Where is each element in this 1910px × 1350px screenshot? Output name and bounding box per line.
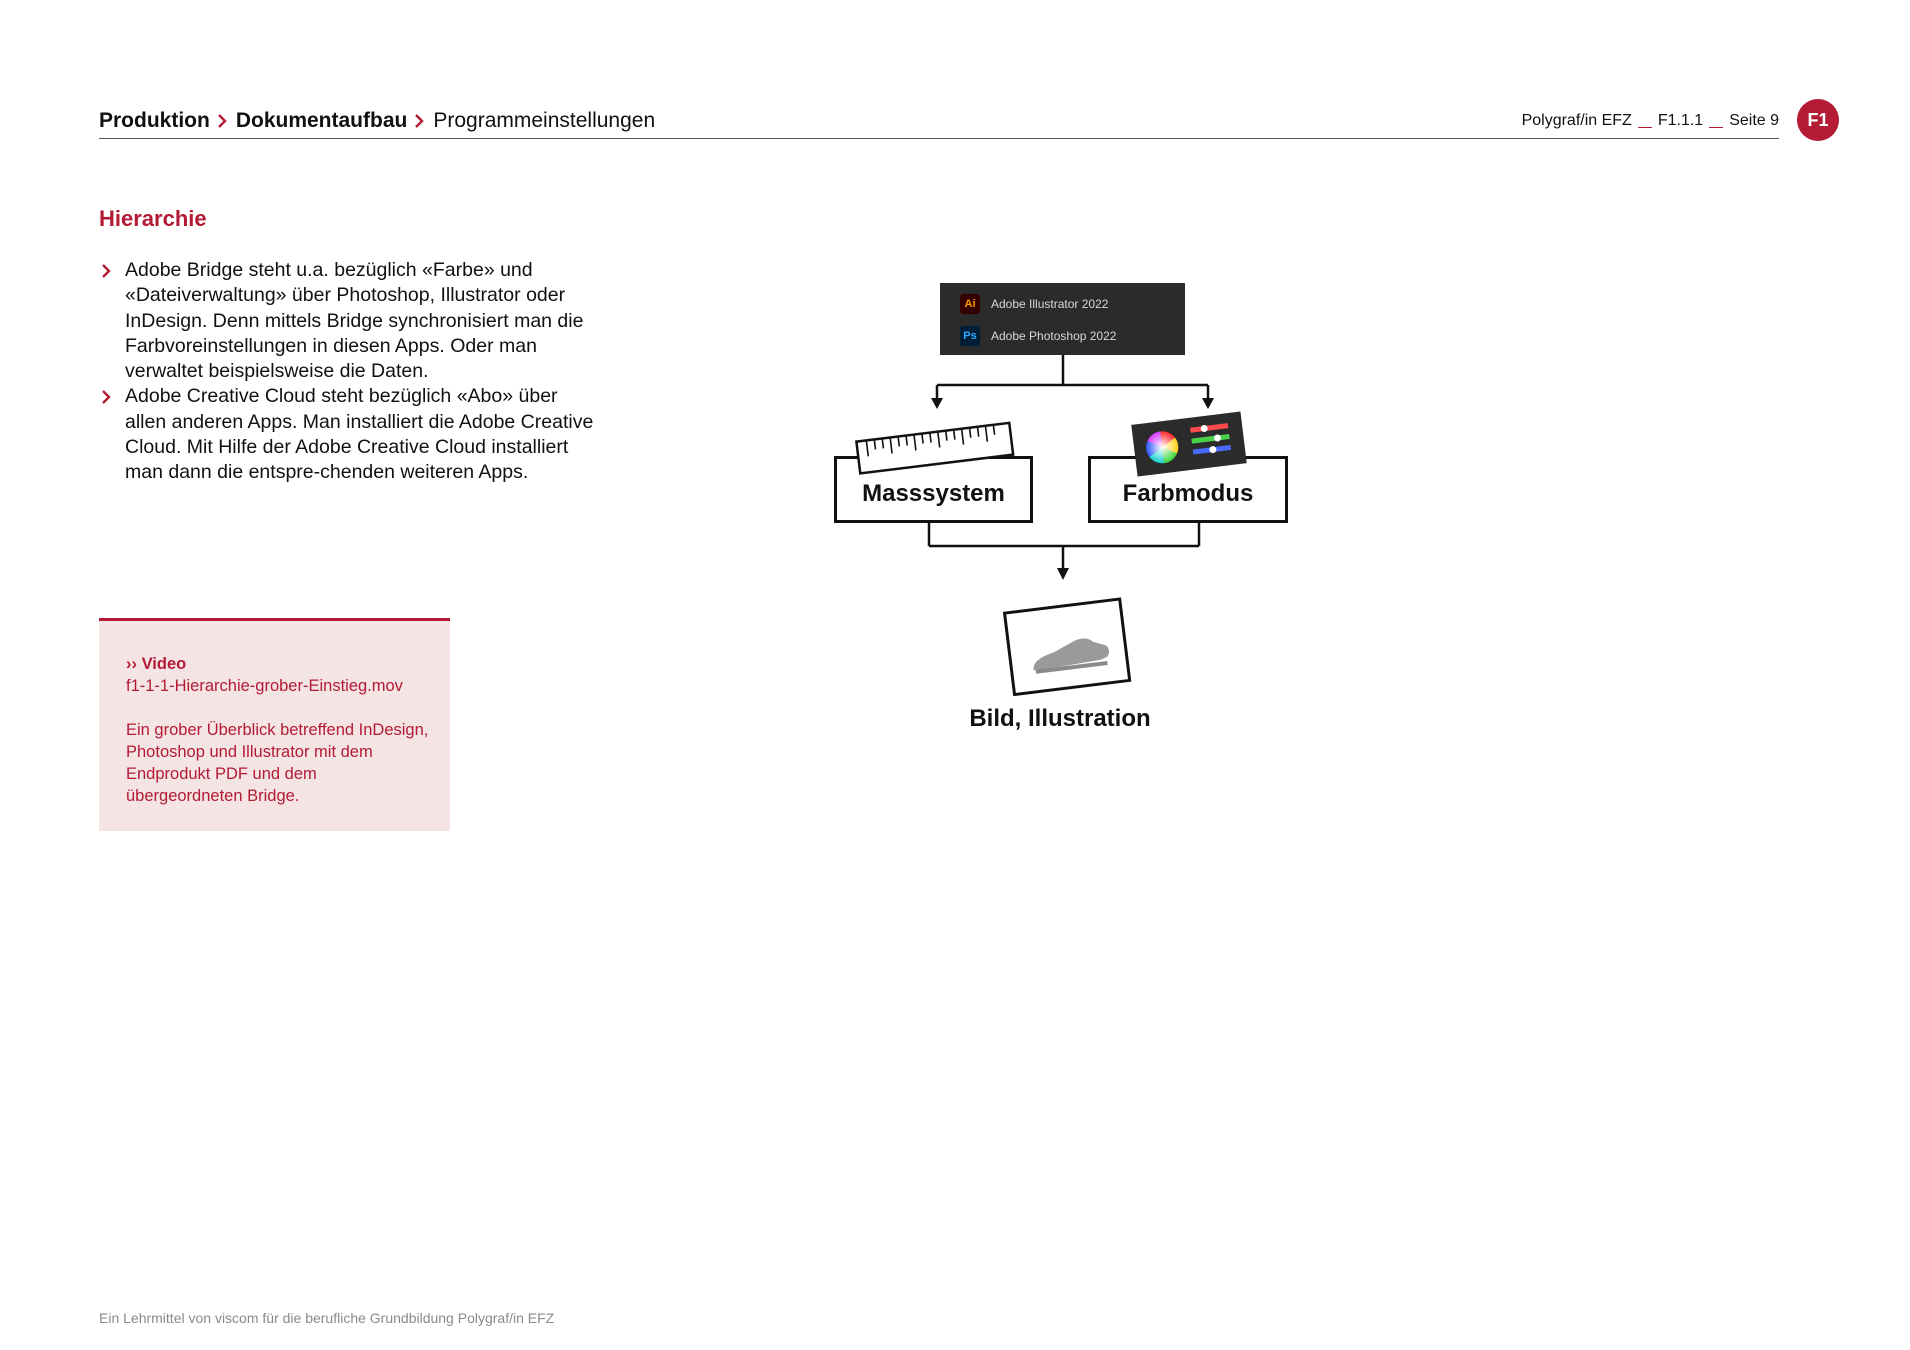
node-label: Farbmodus bbox=[1122, 480, 1254, 507]
breadcrumb-item-programmeinstellungen: Programmeinstellungen bbox=[433, 109, 656, 132]
photoshop-icon: Ps bbox=[960, 326, 980, 346]
node-label: Masssystem bbox=[862, 480, 1005, 507]
chapter-badge: F1 bbox=[1797, 99, 1839, 141]
app-name: Adobe Photoshop 2022 bbox=[991, 329, 1117, 343]
color-picker-icon bbox=[1128, 408, 1250, 480]
footer-note: Ein Lehrmittel von viscom für die berufliche Grundbildung Polygraf/in EFZ bbox=[99, 1310, 555, 1326]
image-shoe-icon bbox=[995, 590, 1135, 702]
arrow-down-icon bbox=[1057, 568, 1069, 580]
bullet-text: Adobe Bridge steht u.a. bezüglich «Farbe» und «Dateiverwaltung» über Photoshop, Illustrator oder InDesign. Denn mittels Bridge synchronisiert man die Farbvoreinstellungen in diesen Apps. Oder man verwaltet beispielsweise die Daten. bbox=[125, 259, 584, 383]
video-description: Ein grober Überblick betreffend InDesign, Photoshop und Illustrator mit dem Endprodukt PDF und dem übergeordneten Bridge. bbox=[126, 721, 429, 805]
ruler-icon bbox=[852, 420, 1020, 480]
course-name: Polygraf/in EFZ bbox=[1521, 112, 1632, 129]
breadcrumb-item-dokumentaufbau[interactable]: Dokumentaufbau bbox=[235, 109, 408, 132]
arrow-down-icon bbox=[931, 398, 943, 409]
illustrator-icon: Ai bbox=[960, 294, 980, 314]
video-label: ›› Video bbox=[126, 655, 187, 673]
module-number: F1.1.1 bbox=[1657, 112, 1704, 129]
breadcrumb-item-produktion[interactable]: Produktion bbox=[99, 109, 210, 132]
page-number: Seite 9 bbox=[1729, 112, 1779, 129]
section-title: Hierarchie bbox=[99, 206, 207, 231]
app-name: Adobe Illustrator 2022 bbox=[991, 297, 1109, 311]
video-file-link[interactable]: f1-1-1-Hierarchie-grober-Einstieg.mov bbox=[126, 677, 403, 695]
bullet-text: Adobe Creative Cloud steht bezüglich «Abo» über allen anderen Apps. Man installiert die Adobe Creative Cloud. Mit Hilfe der Adobe Creative Cloud installiert man dann die entspre-chenden weiteren Apps. bbox=[125, 385, 594, 484]
result-label: Bild, Illustration bbox=[969, 705, 1151, 732]
